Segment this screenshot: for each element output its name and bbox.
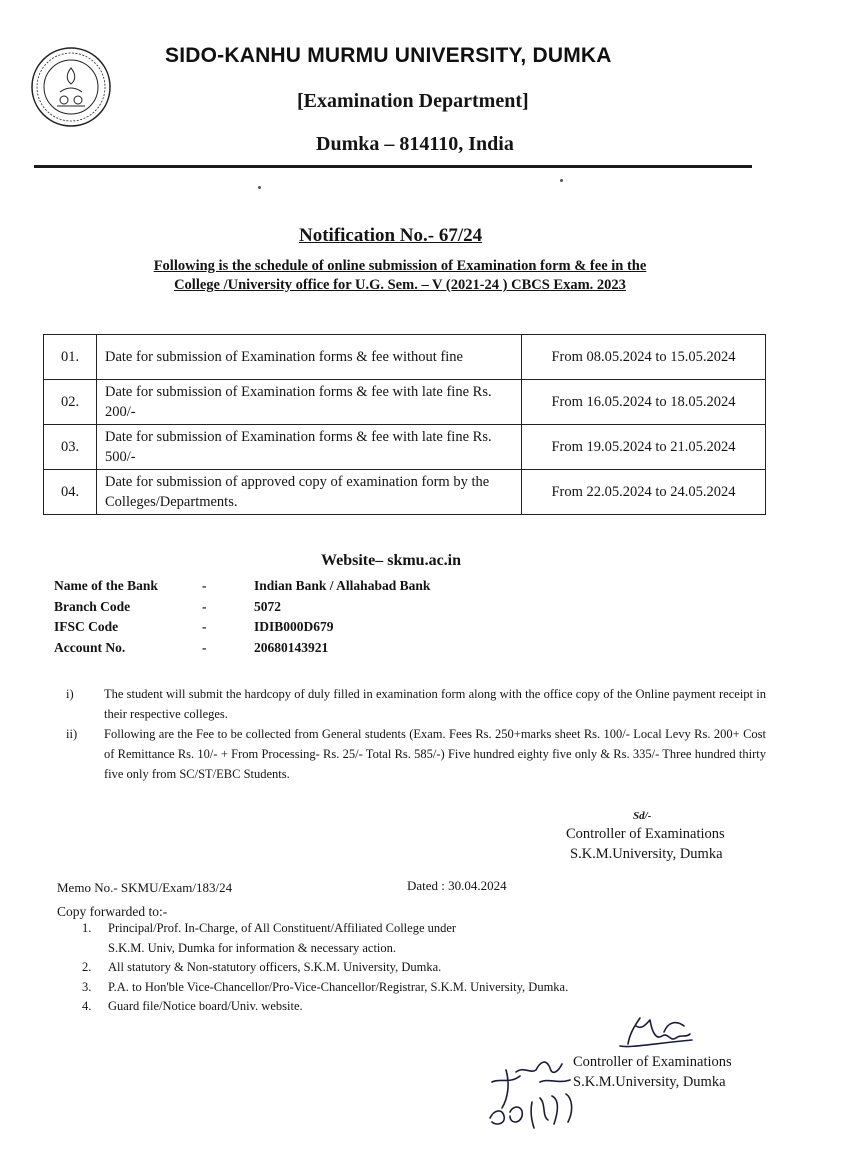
subject-line-1: Following is the schedule of online submission of Examination form & fee in the [153, 258, 647, 274]
university-name: SIDO-KANHU MURMU UNIVERSITY, DUMKA [165, 44, 612, 67]
row-number: 01. [44, 335, 97, 380]
table-row [44, 470, 766, 515]
recipient-text-cont: S.K.M. Univ, Dumka for information & necessary action. [108, 940, 397, 955]
bank-separator: - [202, 619, 207, 634]
memo-number: Memo No.- SKMU/Exam/183/24 [57, 880, 233, 895]
website-line: Website– skmu.ac.in [321, 552, 462, 569]
list-item [66, 684, 766, 724]
row-period: From 19.05.2024 to 21.05.2024 [522, 425, 766, 470]
signoff-block [566, 824, 725, 864]
copy-forwarded-heading: Copy forwarded to:- [57, 904, 168, 919]
final-signoff-org: S.K.M.University, Dumka [573, 1074, 726, 1090]
bank-row [54, 640, 554, 661]
table-row [44, 425, 766, 470]
row-description: Date for submission of Examination forms & fee with late fine Rs. 200/- [97, 380, 522, 425]
bank-label: Account No. [54, 639, 126, 655]
university-seal-icon [30, 46, 112, 128]
bank-value: Indian Bank / Allahabad Bank [254, 578, 431, 593]
row-period: From 08.05.2024 to 15.05.2024 [522, 335, 766, 380]
table-row [44, 380, 766, 425]
table-row [44, 335, 766, 380]
list-item [66, 724, 766, 784]
recipient-text: Principal/Prof. In-Charge, of All Constituent/Affiliated College under [108, 921, 457, 935]
list-item [82, 958, 642, 978]
recipient-text: All statutory & Non-statutory officers, S.K.M. University, Dumka. [108, 960, 442, 974]
list-item [82, 978, 642, 998]
bank-value: 20680143921 [254, 639, 329, 655]
notes-list [66, 684, 766, 784]
bank-separator: - [202, 598, 207, 614]
note-text: Following are the Fee to be collected from General students (Exam. Fees Rs. 250+marks sheet Rs. 100/- Local Levy Rs. 200+ Cost of Remittance Rs. 10/- + From Processing- Rs. 25/- Total Rs. 585/-) Five hundred eighty five only & Rs. 335/- Three hundred thirty five only from SC/ST/EBC Students. [104, 727, 766, 781]
note-marker: ii) [66, 727, 78, 741]
row-description: Date for submission of Examination forms & fee without fine [97, 335, 522, 380]
schedule-table [43, 334, 766, 515]
recipient-text: P.A. to Hon'ble Vice-Chancellor/Pro-Vice-Chancellor/Registrar, S.K.M. University, Dumka. [108, 979, 569, 994]
final-signoff-block [573, 1052, 732, 1092]
header-divider [34, 165, 752, 168]
note-marker: i) [66, 687, 74, 701]
scan-speck [258, 186, 261, 189]
list-item [82, 919, 642, 958]
row-description: Date for submission of Examination forms & fee with late fine Rs. 500/- [97, 425, 522, 470]
signoff-title: Controller of Examinations [566, 826, 725, 842]
row-period: From 16.05.2024 to 18.05.2024 [522, 380, 766, 425]
bank-row [54, 578, 554, 599]
bank-separator: - [202, 578, 207, 593]
notification-subject [100, 257, 700, 295]
signoff-org: S.K.M.University, Dumka [570, 846, 723, 862]
bank-label: Branch Code [54, 598, 131, 614]
row-number: 02. [44, 380, 97, 425]
bank-label: IFSC Code [54, 619, 119, 634]
final-signoff-title: Controller of Examinations [573, 1054, 732, 1070]
recipients-list [82, 919, 642, 1017]
university-address: Dumka – 814110, India [316, 133, 514, 155]
row-number: 03. [44, 425, 97, 470]
bank-value: 5072 [254, 598, 281, 614]
recipient-marker: 2. [82, 960, 92, 974]
note-text: The student will submit the hardcopy of duly filled in examination form along with the office copy of the Online payment receipt in their respective colleges. [104, 687, 766, 721]
recipient-text: Guard file/Notice board/Univ. website. [108, 999, 303, 1013]
bank-row [54, 599, 554, 620]
bank-label: Name of the Bank [54, 578, 158, 593]
notification-number: Notification No.- 67/24 [299, 225, 483, 246]
recipient-marker: 1. [82, 921, 92, 935]
bank-row [54, 619, 554, 640]
bank-separator: - [202, 639, 207, 655]
row-period: From 22.05.2024 to 24.05.2024 [522, 470, 766, 515]
bank-details [54, 578, 554, 660]
memo-date: Dated : 30.04.2024 [407, 878, 507, 893]
row-number: 04. [44, 470, 97, 515]
department-name: [Examination Department] [297, 90, 529, 112]
row-description: Date for submission of approved copy of examination form by the Colleges/Departments. [97, 470, 522, 515]
subject-line-2: College /University office for U.G. Sem. – V (2021-24 ) CBCS Exam. 2023 [174, 277, 626, 293]
bank-value: IDIB000D679 [254, 619, 334, 634]
recipient-marker: 4. [82, 999, 92, 1013]
scan-speck [560, 179, 563, 182]
signed-mark: Sd/- [633, 810, 652, 822]
recipient-marker: 3. [82, 979, 92, 994]
